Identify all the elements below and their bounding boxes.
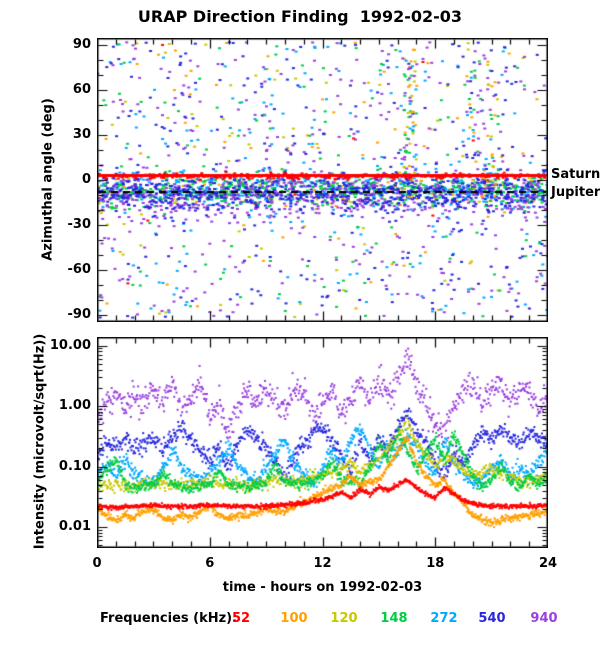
bottom-y-axis-label: Intensity (microvolt/sqrt(Hz)) (32, 333, 48, 550)
legend-title: Frequencies (kHz): (100, 611, 238, 626)
legend-item-540kHz: 540 (478, 611, 506, 626)
top-y-tick-label: -90 (67, 307, 91, 322)
bottom-y-tick-label: 0.10 (58, 458, 91, 474)
top-y-tick-label: 0 (81, 172, 91, 187)
bottom-y-tick-label: 1.00 (58, 398, 91, 413)
x-tick-label: 0 (92, 556, 102, 571)
legend-item-940kHz: 940 (530, 611, 558, 626)
legend-item-120kHz: 120 (330, 611, 358, 626)
x-tick-label: 12 (313, 556, 332, 571)
top-y-tick-label: -30 (67, 217, 91, 232)
saturn-line-label: Saturn (551, 167, 600, 182)
bottom-y-tick-label: 10.00 (49, 337, 91, 353)
jupiter-line-label: Jupiter (551, 185, 600, 200)
x-tick-label: 24 (538, 556, 558, 571)
legend-item-52kHz: 52 (231, 611, 251, 626)
bottom-y-tick-label: 0.01 (58, 519, 91, 534)
intensity-scatter-canvas (97, 337, 548, 548)
top-y-axis-label: Azimuthal angle (deg) (40, 98, 56, 261)
top-y-tick-label: 60 (72, 82, 91, 97)
legend-item-100kHz: 100 (280, 611, 308, 626)
top-y-tick-label: -60 (67, 262, 91, 277)
legend-item-148kHz: 148 (380, 611, 408, 626)
x-tick-label: 18 (426, 556, 445, 571)
x-tick-label: 6 (205, 556, 215, 571)
top-y-tick-label: 30 (72, 127, 91, 142)
top-y-tick-label: 90 (72, 37, 91, 52)
x-axis-label: time - hours on 1992-02-03 (222, 580, 423, 595)
legend-item-272kHz: 272 (430, 611, 458, 626)
chart-title: URAP Direction Finding 1992-02-03 (137, 7, 463, 26)
azimuth-scatter-canvas (97, 38, 548, 322)
